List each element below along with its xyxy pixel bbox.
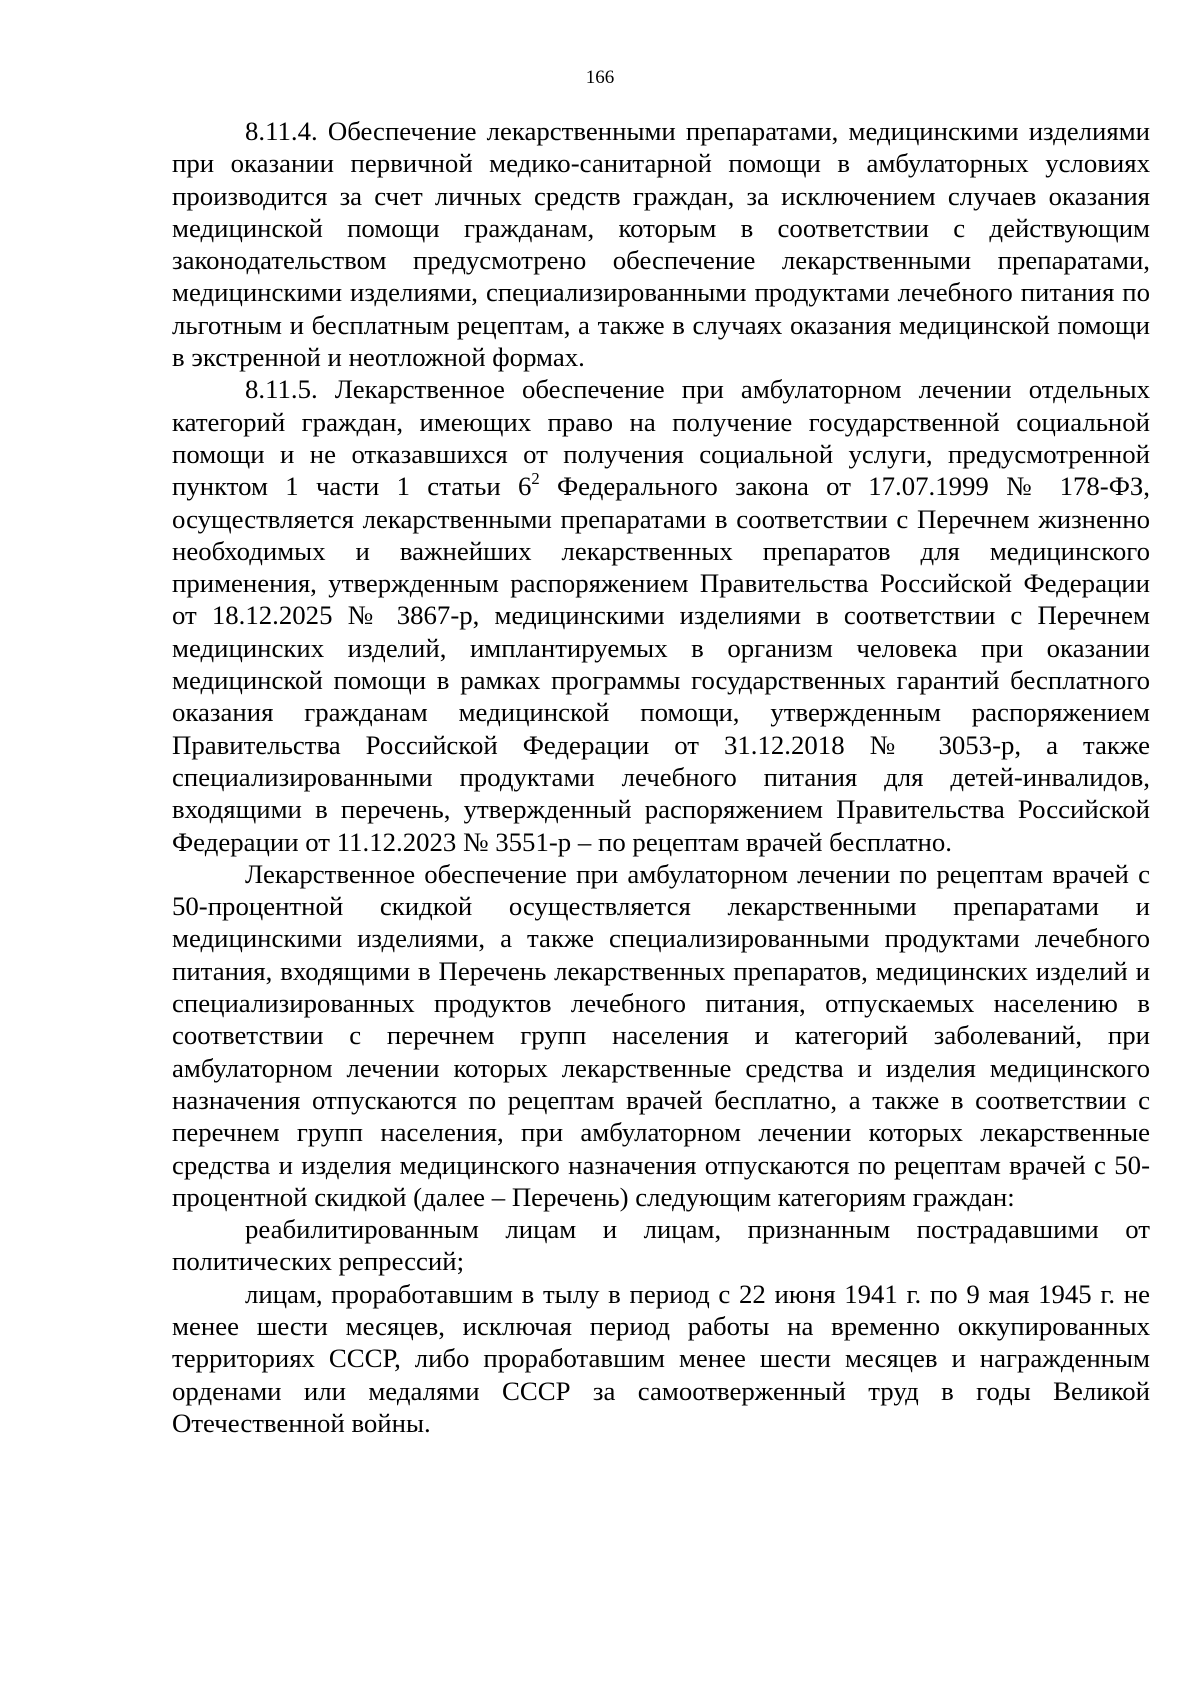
article-superscript: 2 [531,468,540,488]
paragraph-text-before-footnote: 8.11.5. Лекарственное обеспечение при амбулаторном лечении отдельных категорий граждан, имеющих право на получение государственной социальной помощи и не отказавшихся от получения социальной услуги, предусмотренной пунктом 1 части 1 статьи 6 [172,374,1150,502]
paragraph-8-11-4: 8.11.4. Обеспечение лекарственными препаратами, медицинскими изделиями при оказании первичной медико-санитарной помощи в амбулаторных условиях производится за счет личных средств граждан, за исключением случаев оказания медицинской помощи гражданам, которым в соответствии с действующим законодательством предусмотрено обеспечение лекарственными препаратами, медицинскими изделиями, специализированными продуктами лечебного питания по льготным и бесплатным рецептам, а также в случаях оказания медицинской помощи в экстренной и неотложной формах. [172,116,1150,373]
list-item-rehabilitated-persons: реабилитированным лицам и лицам, признанным пострадавшими от политических репрессий; [172,1214,1150,1277]
list-item-home-front-workers: лицам, проработавшим в тылу в период с 22 июня 1941 г. по 9 мая 1945 г. не менее шести месяцев, исключая период работы на временно оккупированных территориях СССР, либо проработавшим менее шести месяцев и награжденным орденами или медалями СССР за самоотверженный труд в годы Великой Отечественной войны. [172,1278,1150,1438]
paragraph-8-11-5 [172,373,1150,857]
paragraph-text-after-footnote: Федерального закона от 17.07.1999 № 178-ФЗ, осуществляется лекарственными препаратами в соответствии с Перечнем жизненно необходимых и важнейших лекарственных препаратов для медицинского применения, утвержденным распоряжением Правительства Российской Федерации от 18.12.2025 № 3867-р, медицинскими изделиями в соответствии с Перечнем медицинских изделий, имплантируемых в организм человека при оказании медицинской помощи в рамках программы государственных гарантий бесплатного оказания гражданам медицинской помощи, утвержденным распоряжением Правительства Российской Федерации от 31.12.2018 № 3053-р, а также специализированными продуктами лечебного питания для детей-инвалидов, входящими в перечень, утвержденный распоряжением Правительства Российской Федерации от 11.12.2023 № 3551-р – по рецептам врачей бесплатно. [172,471,1151,857]
document-body [172,115,1150,1439]
paragraph-discount-provision: Лекарственное обеспечение при амбулаторном лечении по рецептам врачей с 50-процентной скидкой осуществляется лекарственными препаратами и медицинскими изделиями, а также специализированными продуктами лечебного питания, входящими в Перечень лекарственных препаратов, медицинских изделий и специализированных продуктов лечебного питания, отпускаемых населению в соответствии с перечнем групп населения и категорий заболеваний, при амбулаторном лечении которых лекарственные средства и изделия медицинского назначения отпускаются по рецептам врачей бесплатно, а также в соответствии с перечнем групп населения, при амбулаторном лечении которых лекарственные средства и изделия медицинского назначения отпускаются по рецептам врачей с 50-процентной скидкой (далее – Перечень) следующим категориям граждан: [172,858,1150,1212]
page-number: 166 [585,67,615,88]
